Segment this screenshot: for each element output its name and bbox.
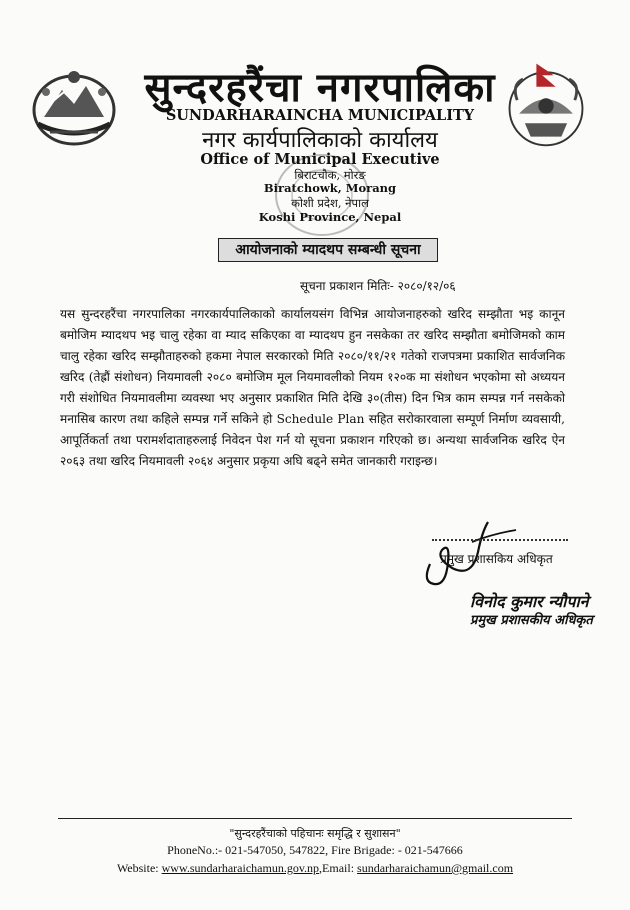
- footer-slogan: "सुन्दरहरैंचाको पहिचानः समृद्धि र सुशासन": [229, 827, 401, 840]
- footer-contact: [0, 861, 630, 876]
- email-link[interactable]: sundarharaichamun@gmail.com: [357, 861, 514, 875]
- municipality-name-english: SUNDARHARAINCHA MUNICIPALITY: [165, 107, 475, 124]
- email-label: ,Email:: [319, 861, 358, 875]
- publish-date: सूचना प्रकाशन मितिः- २०८०/१२/०६: [300, 279, 456, 293]
- signatory-name-stamp: विनोद कुमार न्यौपाने: [470, 592, 589, 611]
- nepal-government-emblem-icon: [24, 62, 124, 152]
- address-nepali-2: कोशी प्रदेश, नेपाल: [291, 196, 369, 210]
- signature-line: [432, 539, 568, 541]
- footer-phone: PhoneNo.:- 021-547050, 547822, Fire Brigade: - 021-547666: [167, 843, 463, 857]
- office-name-english: Office of Municipal Executive: [200, 151, 440, 168]
- address-nepali-1: बिराटचौक, मोरङ: [294, 168, 366, 182]
- footer-divider: [58, 818, 572, 819]
- website-label: Website:: [116, 861, 162, 875]
- notice-subject: आयोजनाको म्यादथप सम्बन्धी सूचना: [218, 238, 438, 262]
- notice-body: यस सुन्दरहरैंचा नगरपालिका नगरकार्यपालिकाको कार्यालयसंग विभिन्न आयोजनाहरुको खरिद सम्झौता भइ कानून बमोजिम म्यादथप भइ चालु रहेका वा म्याद सकिएका वा म्यादथप हुन नसकेका तर खरिद सम्झौता बमोजिमको काम चालु रहेका खरिद सम्झौताहरुको हकमा नेपाल सरकारको मिति २०८०/११/२१ गतेको राजपत्रमा प्रकाशित सार्वजनिक खरिद (तेह्रौं संशोधन) नियमावली २०८० बमोजिम मूल नियमावलीको नियम १२०क मा संशोधन भएकोमा सो अध्ययन गरी संशोधित नियमावलीमा व्यवस्था भए अनुसार प्रकाशित मिति देखि ३०(तीस) दिन भित्र काम सम्पन्न गर्न नसकेको मनासिब कारण तथा कहिले सम्पन्न गर्ने सकिने हो Schedule Plan सहित सरोकारवाला सम्पूर्ण निर्माण व्यवसायी, आपूर्तिकर्ता तथा परामर्शदाताहरुलाई निवेदन पेश गर्न यो सूचना प्रकाशन गरिएको छ। अन्यथा सार्वजनिक खरिद ऐन २०६३ तथा खरिद नियमावली २०६४ अनुसार प्रकृया अघि बढ्ने समेत जानकारी गराइन्छ।: [60, 307, 565, 468]
- website-link[interactable]: www.sundarharaichamun.gov.np: [161, 861, 320, 875]
- office-name-nepali: नगर कार्यपालिकाको कार्यालय: [202, 128, 438, 153]
- signatory-title-stamp: प्रमुख प्रशासकीय अधिकृत: [470, 613, 593, 628]
- signatory-title: प्रमुख प्रशासकिय अधिकृत: [440, 552, 553, 566]
- address-english-1: Biratchowk, Morang: [263, 181, 397, 195]
- address-english-2: Koshi Province, Nepal: [258, 210, 402, 224]
- municipality-name-nepali: सुन्दरहरैंचा नगरपालिका: [144, 64, 496, 111]
